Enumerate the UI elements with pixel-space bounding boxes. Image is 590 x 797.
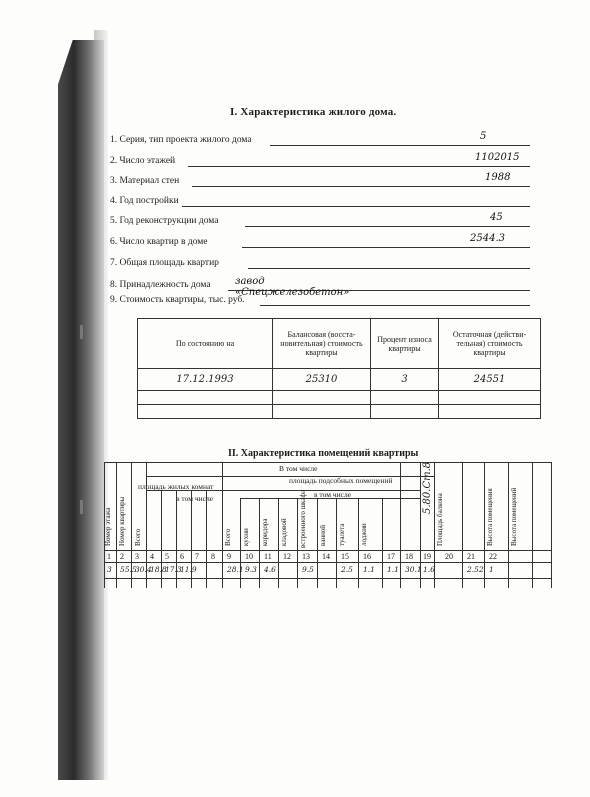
house-row-label: 4. Год постройки	[110, 196, 179, 206]
house-row-label: 2. Число этажей	[110, 156, 176, 166]
grid-vline	[240, 498, 241, 588]
grid-vline	[462, 462, 463, 588]
column-number: 20	[445, 552, 453, 561]
grid-vline	[400, 462, 401, 588]
fill-line	[270, 145, 530, 146]
fill-line	[248, 268, 530, 269]
column-header-c13: встроенного шкафа	[299, 489, 307, 548]
column-number: 6	[180, 552, 184, 561]
column-number: 8	[211, 552, 215, 561]
grid-hline	[240, 498, 420, 499]
valuation-table	[137, 318, 541, 419]
room-cell: 1.6	[423, 565, 435, 574]
valuation-cell: 3	[371, 369, 439, 391]
fill-line	[188, 166, 530, 167]
column-header-c2: Номер квартиры	[118, 496, 126, 546]
room-cell: 55.5	[120, 565, 137, 574]
fill-line	[260, 305, 530, 306]
grid-vline	[508, 462, 509, 588]
column-header-c3: Всего	[134, 528, 142, 546]
room-cell: 30.1	[405, 565, 422, 574]
column-number: 7	[195, 552, 199, 561]
valuation-header: Процент износа квартиры	[371, 319, 439, 369]
group-subheader: в том числе	[176, 494, 214, 503]
grid-hline	[104, 562, 551, 563]
rooms-table	[104, 462, 551, 588]
fill-line	[192, 186, 530, 187]
room-cell: 1.1	[387, 565, 399, 574]
valuation-header: Балансовая (восста-новительная) стоимость квартиры	[273, 319, 371, 369]
empty-cell	[273, 391, 371, 405]
fill-line	[245, 226, 530, 227]
column-number: 1	[107, 552, 111, 561]
room-cell: 2.52	[467, 565, 484, 574]
column-number: 14	[322, 552, 330, 561]
empty-cell	[138, 391, 273, 405]
column-header-c16: лоджии	[360, 523, 368, 546]
house-row-label: 6. Число квартир в доме	[110, 237, 208, 247]
empty-cell	[138, 405, 273, 419]
valuation-header: По состоянию на	[138, 319, 273, 369]
grid-vline	[206, 490, 207, 588]
column-number: 10	[245, 552, 253, 561]
house-row-label: 1. Серия, тип проекта жилого дома	[110, 135, 252, 145]
house-row-label: 3. Материал стен	[110, 176, 180, 186]
column-header-c20: Высота помещения	[486, 488, 494, 546]
grid-hline	[146, 476, 434, 477]
house-row-value: 2544.3	[470, 233, 505, 244]
column-header-c21: Высота помещений	[510, 487, 518, 546]
column-number: 4	[150, 552, 154, 561]
house-row-value: 5	[480, 131, 487, 142]
column-number: 15	[341, 552, 349, 561]
valuation-cell: 24551	[439, 369, 541, 391]
column-number: 13	[302, 552, 310, 561]
house-row-value: 45	[490, 212, 503, 223]
grid-vline	[336, 498, 337, 588]
grid-hline	[104, 462, 551, 463]
column-header-c10: кухни	[242, 528, 250, 546]
fill-line	[182, 206, 530, 207]
grid-hline	[104, 578, 551, 579]
column-header-c11: коридора	[261, 518, 269, 546]
section1-title: I. Характеристика жилого дома.	[230, 106, 397, 118]
column-header-c12: кладовой	[280, 518, 288, 546]
column-header-c18: Площадь балкона	[436, 493, 444, 546]
column-number: 18	[405, 552, 413, 561]
column-header-c9: Всего	[224, 528, 232, 546]
house-row-value: 1102015	[475, 152, 520, 163]
room-cell: 4.6	[264, 565, 276, 574]
room-cell: 9.3	[245, 565, 257, 574]
binding-mark	[80, 325, 83, 339]
room-cell: 11.9	[180, 565, 197, 574]
group-header: площадь жилых комнат	[138, 482, 214, 491]
room-cell: 2.5	[341, 565, 353, 574]
column-number: 9	[227, 552, 231, 561]
empty-cell	[273, 405, 371, 419]
grid-vline	[317, 498, 318, 588]
column-number: 11	[264, 552, 272, 561]
room-cell: 3	[107, 565, 112, 574]
column-header-c1: Номер этажа	[104, 507, 112, 546]
house-row-value: завод «Спецжелезобетон»	[235, 276, 350, 298]
grid-vline	[297, 498, 298, 588]
column-number: 2	[120, 552, 124, 561]
column-number: 19	[423, 552, 431, 561]
group-header: В том числе	[279, 464, 318, 473]
grid-hline	[104, 550, 551, 551]
column-number: 22	[489, 552, 497, 561]
column-number: 16	[363, 552, 371, 561]
column-number: 12	[283, 552, 291, 561]
group-subheader: в том числе	[314, 490, 352, 499]
column-number: 3	[135, 552, 139, 561]
valuation-cell: 17.12.1993	[138, 369, 273, 391]
section2-title: II. Характеристика помещений квартиры	[228, 448, 419, 459]
room-cell: 18.8	[150, 565, 167, 574]
house-row-label: 7. Общая площадь квартир	[110, 258, 219, 268]
house-row-value: 1988	[485, 172, 511, 183]
group-header: площадь подсобных помещений	[289, 476, 393, 485]
column-header-c15: туалета	[338, 523, 346, 546]
room-cell: 28.1	[227, 565, 244, 574]
column-number: 17	[387, 552, 395, 561]
grid-hline	[146, 490, 240, 491]
room-cell: 30.4	[135, 565, 152, 574]
empty-cell	[371, 405, 439, 419]
grid-hline	[240, 490, 420, 491]
grid-vline	[222, 462, 223, 588]
grid-vline	[532, 462, 533, 588]
grid-vline	[278, 498, 279, 588]
empty-cell	[439, 405, 541, 419]
binding-mark	[80, 500, 83, 514]
grid-vline	[116, 462, 117, 588]
column-number: 21	[467, 552, 475, 561]
grid-vline	[382, 498, 383, 588]
handwritten-column-note: 5.80.Ст.8	[422, 461, 433, 514]
column-number: 5	[165, 552, 169, 561]
grid-vline	[551, 462, 552, 588]
room-cell: 1.1	[363, 565, 375, 574]
house-row-label: 5. Год реконструкции дома	[110, 216, 219, 226]
valuation-header: Остаточная (действи-тельная) стоимость квартиры	[439, 319, 541, 369]
grid-vline	[358, 498, 359, 588]
valuation-cell: 25310	[273, 369, 371, 391]
empty-cell	[371, 391, 439, 405]
room-cell: 17.3	[165, 565, 182, 574]
grid-vline	[484, 462, 485, 588]
scan-shadow-light	[94, 30, 108, 780]
column-header-c14: ванной	[319, 524, 327, 546]
house-row-label: 9. Стоимость квартиры, тыс. руб.	[110, 295, 245, 305]
empty-cell	[439, 391, 541, 405]
fill-line	[242, 247, 530, 248]
grid-vline	[259, 498, 260, 588]
room-cell: 9.5	[302, 565, 314, 574]
house-row-label: 8. Принадлежность дома	[110, 280, 211, 290]
room-cell: 1	[489, 565, 494, 574]
